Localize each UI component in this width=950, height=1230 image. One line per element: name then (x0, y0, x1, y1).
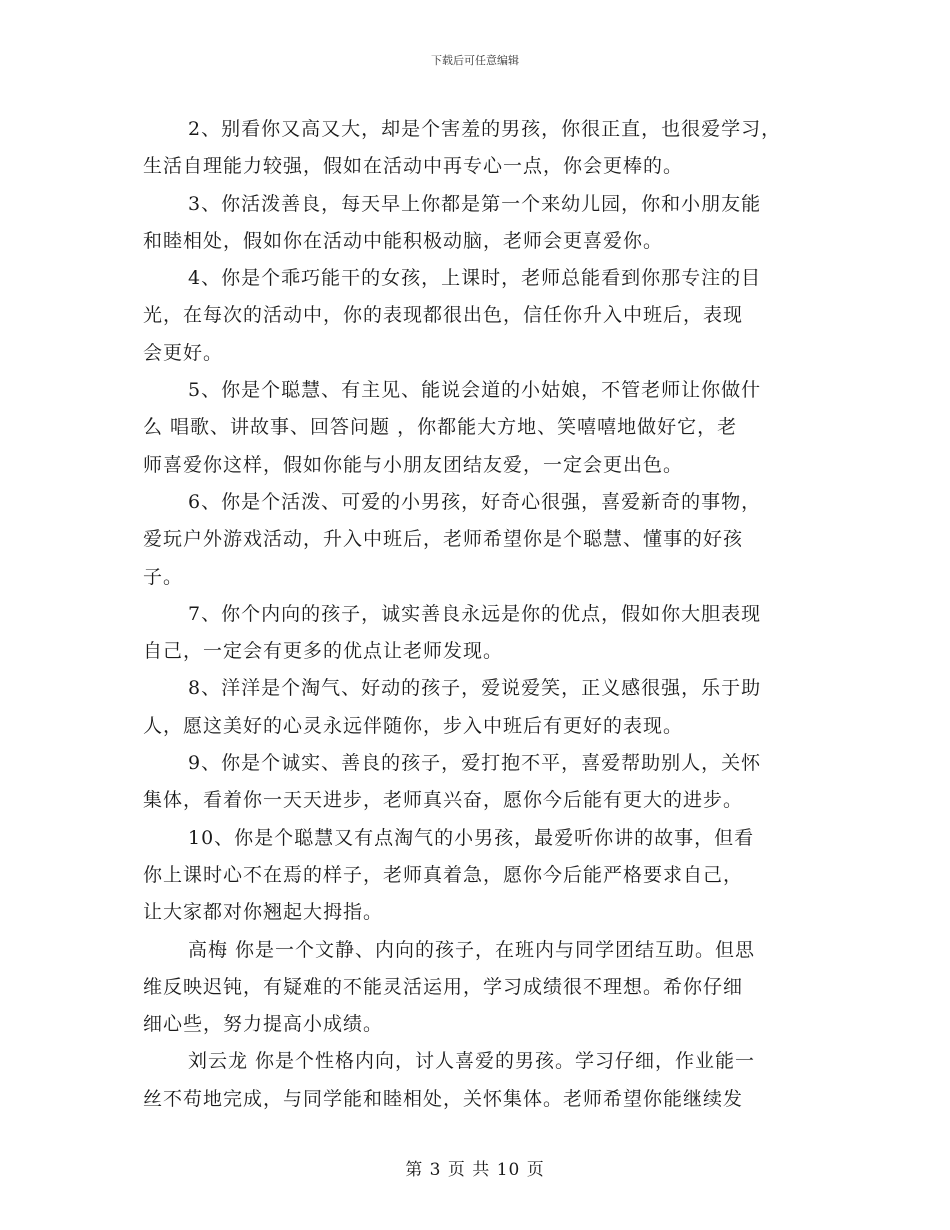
paragraph (143, 932, 823, 1044)
paragraph-line: 4、你是个乖巧能干的女孩，上课时，老师总能看到你那专注的目 (188, 267, 762, 290)
document-body (143, 111, 823, 1118)
paragraph-line: 会更好。 (143, 341, 224, 364)
paragraph-line: 细心些，努力提高小成绩。 (143, 1013, 384, 1036)
paragraph (143, 186, 823, 261)
paragraph-line: 生活自理能力较强，假如在活动中再专心一点，你会更棒的。 (143, 155, 684, 178)
paragraph-line: 2、别看你又高又大，却是个害羞的男孩，你很正直，也很爱学习， (188, 118, 782, 140)
paragraph-line: 8、洋洋是个淘气、好动的孩子，爱说爱笑，正义感很强，乐于助 (188, 677, 762, 700)
paragraph-line: 子。 (143, 565, 184, 588)
paragraph-line: 集体，看着你一天天进步，老师真兴奋，愿你今后能有更大的进步。 (143, 789, 744, 812)
paragraph-line: 你上课时心不在焉的样子，老师真着急，愿你今后能严格要求自己， (143, 863, 744, 886)
paragraph (143, 372, 823, 484)
paragraph (143, 670, 823, 745)
paragraph-line: 和睦相处，假如你在活动中能积极动脑，老师会更喜爱你。 (143, 229, 664, 252)
paragraph (143, 596, 823, 671)
paragraph-line: 3、你活泼善良，每天早上你都是第一个来幼儿园，你和小朋友能 (188, 192, 762, 215)
paragraph-line: 5、你是个聪慧、有主见、能说会道的小姑娘，不管老师让你做什 (188, 379, 762, 402)
page-header: 下载后可任意编辑 (431, 54, 519, 67)
paragraph (143, 1043, 823, 1118)
paragraph (143, 111, 823, 186)
paragraph-line: 自己，一定会有更多的优点让老师发现。 (143, 640, 504, 663)
paragraph-line: 丝不苟地完成，与同学能和睦相处，关怀集体。老师希望你能继续发 (143, 1087, 744, 1110)
paragraph-line: 爱玩户外游戏活动，升入中班后，老师希望你是个聪慧、懂事的好孩 (143, 528, 744, 551)
paragraph-line: 7、你个内向的孩子，诚实善良永远是你的优点，假如你大胆表现 (188, 602, 762, 625)
paragraph-line: 光，在每次的活动中，你的表现都很出色，信任你升入中班后，表现 (143, 304, 744, 327)
paragraph (143, 745, 823, 820)
paragraph-line: 9、你是个诚实、善良的孩子，爱打抱不平，喜爱帮助别人，关怀 (188, 752, 762, 775)
page-footer: 第 3 页 共 10 页 (405, 1160, 545, 1180)
paragraph-line: 10、你是个聪慧又有点淘气的小男孩，最爱听你讲的故事，但看 (188, 826, 755, 849)
paragraph (143, 484, 823, 596)
paragraph-line: 高梅 你是一个文静、内向的孩子，在班内与同学团结互助。但思 (188, 938, 756, 961)
paragraph-line: 让大家都对你翘起大拇指。 (143, 901, 384, 924)
paragraph-line: 么 唱歌、讲故事、回答问题 ，你都能大方地、笑嘻嘻地做好它，老 (143, 416, 738, 439)
paragraph (143, 260, 823, 372)
paragraph-line: 人，愿这美好的心灵永远伴随你，步入中班后有更好的表现。 (143, 714, 684, 737)
paragraph-line: 6、你是个活泼、可爱的小男孩，好奇心很强，喜爱新奇的事物， (188, 490, 762, 513)
paragraph-line: 师喜爱你这样，假如你能与小朋友团结友爱，一定会更出色。 (143, 453, 684, 476)
paragraph-line: 刘云龙 你是个性格内向，讨人喜爱的男孩。学习仔细，作业能一 (188, 1050, 756, 1073)
paragraph (143, 820, 823, 932)
paragraph-line: 维反映迟钝，有疑难的不能灵活运用，学习成绩很不理想。希你仔细 (143, 975, 744, 998)
